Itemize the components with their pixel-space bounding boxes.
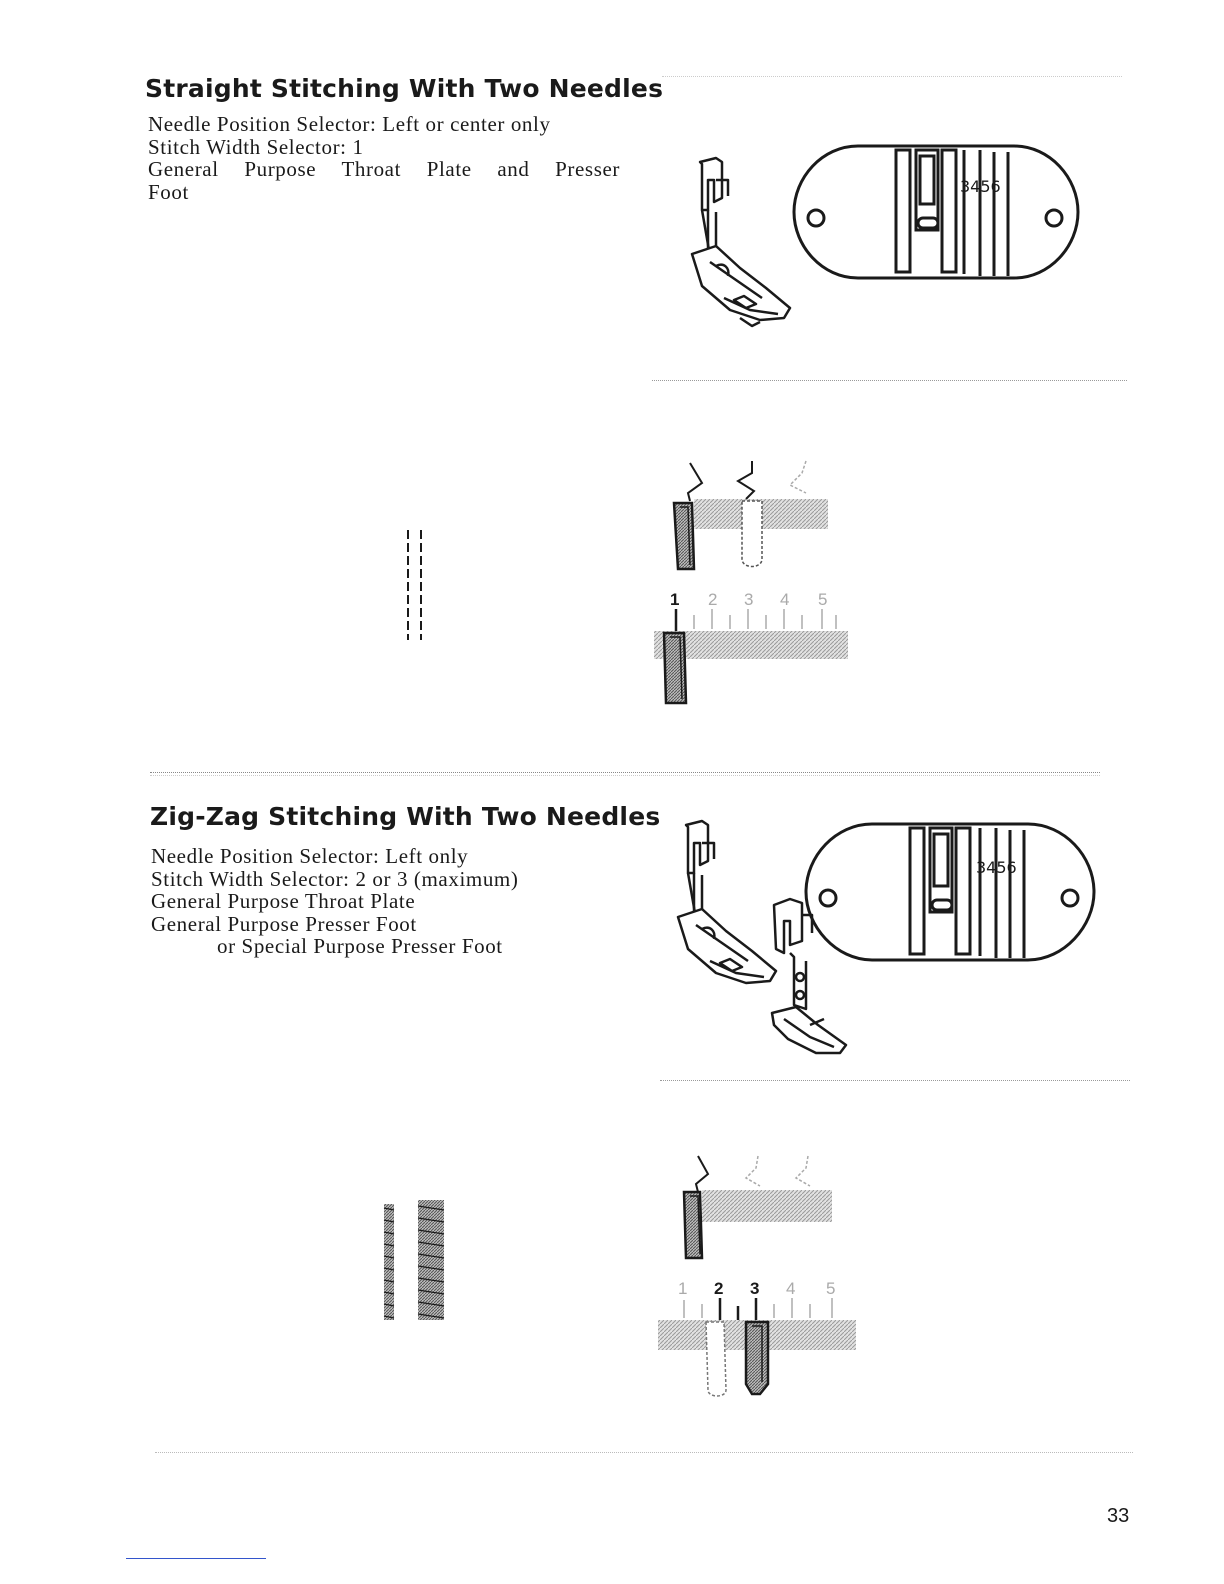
ruler-label-3: 3 (750, 1279, 760, 1298)
zigzag-stitch-sample (380, 1198, 450, 1322)
straight-stitch-sample (400, 530, 430, 642)
needle-position-ruler (656, 1272, 861, 1402)
ruler-label-4: 4 (780, 590, 790, 609)
throat-plate-illustration (788, 138, 1084, 286)
ruler-label-2: 2 (708, 590, 718, 609)
plate-numbers: 3456 (960, 177, 1001, 196)
spec-presser-foot: General Purpose Presser Foot (151, 911, 417, 936)
special-presser-foot-illustration (766, 895, 856, 1060)
footer-rule (126, 1558, 266, 1559)
two-needle-diagram (666, 455, 842, 580)
ruler-label-2: 2 (714, 1279, 724, 1298)
spec-throat-plate: General Purpose Throat Plate (151, 889, 416, 913)
spec-throat-plate: General Purpose Throat Plate and Presser (148, 157, 620, 181)
spec-needle-position: Needle Position Selector: Left only (151, 844, 469, 868)
ruler-label-4: 4 (786, 1279, 796, 1298)
presser-foot-illustration (680, 150, 800, 335)
needle-position-ruler (650, 585, 855, 710)
section1-title: Straight Stitching With Two Needles (145, 74, 664, 103)
ruler-label-1: 1 (670, 590, 680, 609)
two-needle-diagram (678, 1150, 838, 1265)
spec-stitch-width: Stitch Width Selector: 2 or 3 (maximum) (151, 866, 519, 891)
spec-special-presser-foot: or Special Purpose Presser Foot (217, 934, 503, 958)
section1-specs (148, 113, 620, 203)
ruler-label-5: 5 (826, 1279, 836, 1298)
spec-needle-position: Needle Position Selector: Left or center only (148, 112, 551, 136)
ruler-label-3: 3 (744, 590, 754, 609)
page-number: 33 (1107, 1505, 1130, 1527)
spec-stitch-width: Stitch Width Selector: 1 (148, 134, 364, 159)
ruler-label-5: 5 (818, 590, 828, 609)
ruler-label-1: 1 (678, 1279, 688, 1298)
plate-numbers: 3456 (976, 858, 1017, 877)
spec-presser-foot: Foot (148, 179, 189, 204)
section2-specs (151, 845, 518, 958)
section2-title: Zig-Zag Stitching With Two Needles (150, 802, 661, 831)
